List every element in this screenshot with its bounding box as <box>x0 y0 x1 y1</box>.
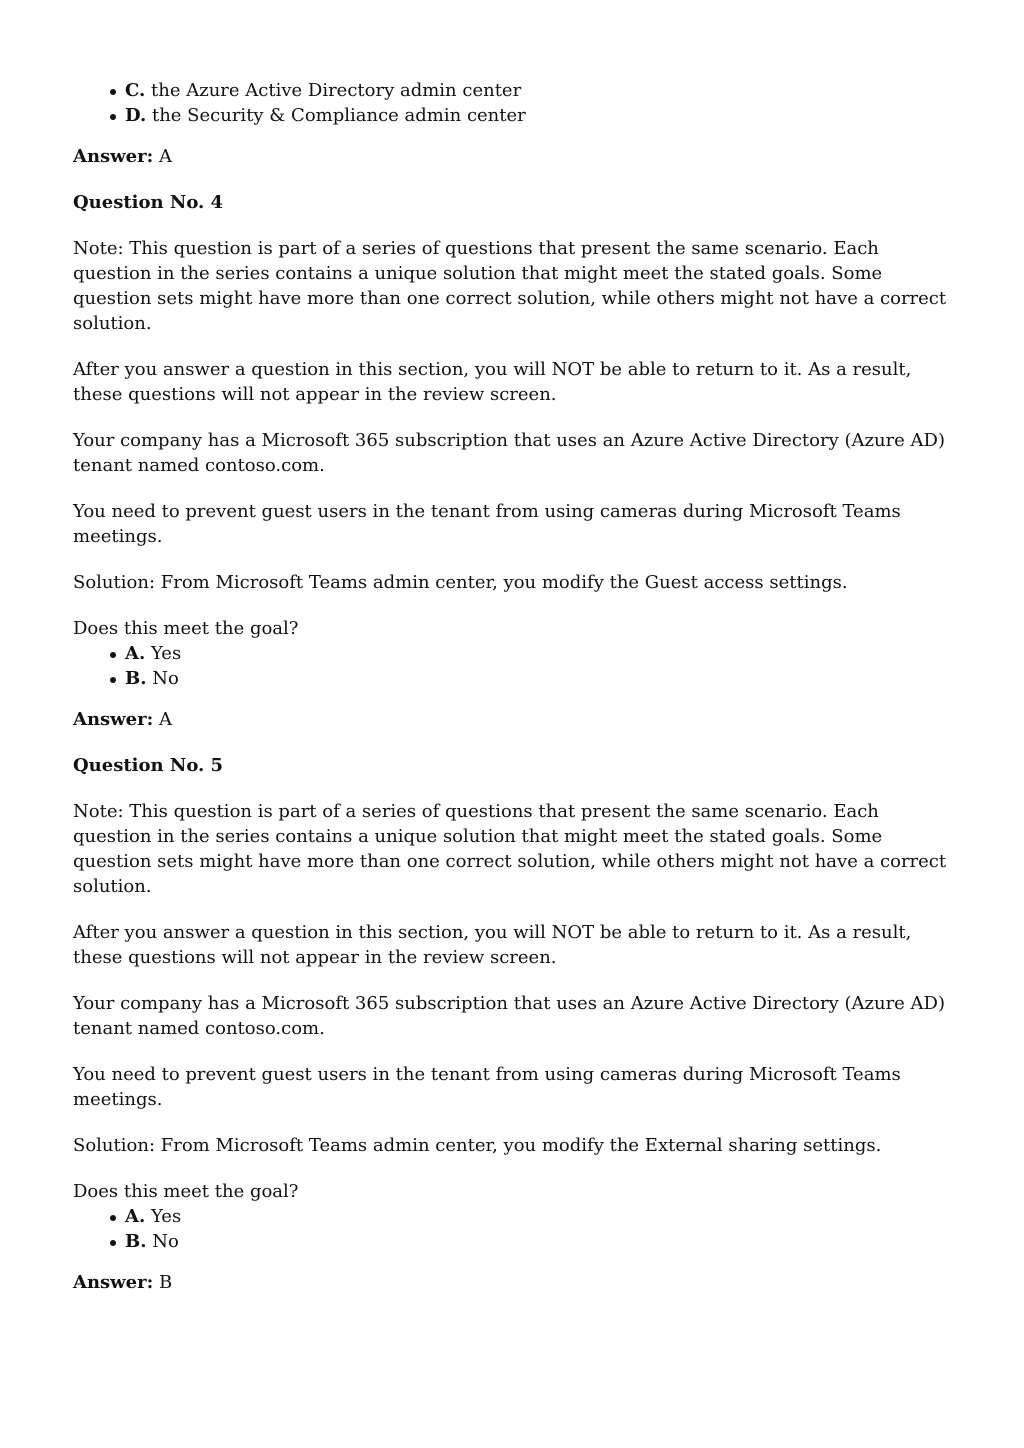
answer-label: Answer: <box>73 709 154 730</box>
option-item <box>125 1204 952 1229</box>
option-item <box>125 1229 952 1254</box>
question-paragraph: Does this meet the goal? <box>73 618 299 639</box>
answer-line <box>73 144 952 169</box>
option-text: the Azure Active Directory admin center <box>151 80 522 101</box>
option-text: the Security & Compliance admin center <box>151 105 526 126</box>
option-text: Yes <box>150 643 182 664</box>
question-paragraph: Your company has a Microsoft 365 subscription that uses an Azure Active Directory (Azure AD) tenant named contoso.com. <box>73 430 945 476</box>
question-paragraph: Note: This question is part of a series of questions that present the same scenario. Each question in the series contains a unique solution that might meet the stated goals. Some question sets might have more than one correct solution, while others might not have a correct solution. <box>73 801 947 897</box>
answer-label: Answer: <box>73 146 154 167</box>
option-text: Yes <box>150 1206 182 1227</box>
question-paragraph: You need to prevent guest users in the tenant from using cameras during Microsoft Teams meetings. <box>73 501 901 547</box>
question-heading: Question No. 5 <box>73 755 224 776</box>
option-letter: D. <box>125 105 147 126</box>
answer-value: A <box>159 146 172 167</box>
question-options <box>73 1204 952 1254</box>
question-heading: Question No. 4 <box>73 192 224 213</box>
option-letter: A. <box>125 1206 146 1227</box>
prev-question-options <box>73 78 952 128</box>
question-paragraph: Solution: From Microsoft Teams admin center, you modify the Guest access settings. <box>73 572 848 593</box>
option-letter: B. <box>125 1231 147 1252</box>
question-paragraph: Note: This question is part of a series of questions that present the same scenario. Each question in the series contains a unique solution that might meet the stated goals. Some question sets might have more than one correct solution, while others might not have a correct solution. <box>73 238 947 334</box>
option-text: No <box>152 1231 179 1252</box>
answer-value: A <box>159 709 172 730</box>
answer-value: B <box>159 1272 173 1293</box>
option-letter: B. <box>125 668 147 689</box>
option-item <box>125 78 952 103</box>
question-paragraph: After you answer a question in this section, you will NOT be able to return to it. As a result, these questions will not appear in the review screen. <box>73 359 912 405</box>
question-paragraph: Solution: From Microsoft Teams admin center, you modify the External sharing settings. <box>73 1135 882 1156</box>
answer-line <box>73 1270 952 1295</box>
question-options <box>73 641 952 691</box>
question-paragraph: Your company has a Microsoft 365 subscription that uses an Azure Active Directory (Azure AD) tenant named contoso.com. <box>73 993 945 1039</box>
answer-line <box>73 707 952 732</box>
question-paragraph: You need to prevent guest users in the tenant from using cameras during Microsoft Teams meetings. <box>73 1064 901 1110</box>
question-paragraph: After you answer a question in this section, you will NOT be able to return to it. As a result, these questions will not appear in the review screen. <box>73 922 912 968</box>
option-letter: A. <box>125 643 146 664</box>
option-item <box>125 666 952 691</box>
option-letter: C. <box>125 80 146 101</box>
answer-label: Answer: <box>73 1272 154 1293</box>
question-paragraph: Does this meet the goal? <box>73 1181 299 1202</box>
option-item <box>125 103 952 128</box>
option-text: No <box>152 668 179 689</box>
option-item <box>125 641 952 666</box>
